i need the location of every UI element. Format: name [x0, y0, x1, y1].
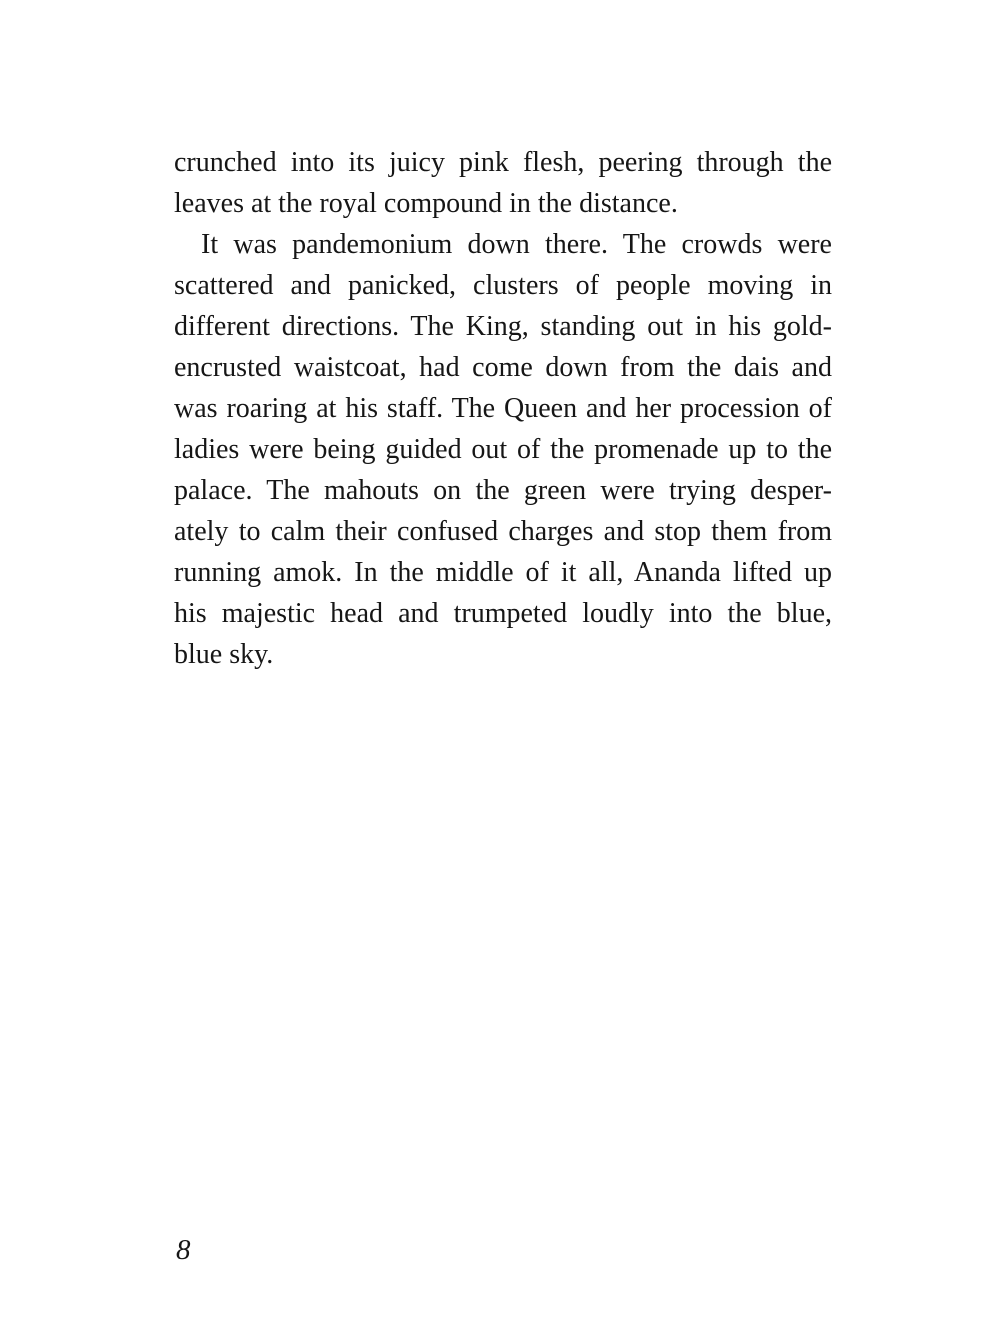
- text-line: crunched into its juicy pink flesh, peering through the: [174, 147, 832, 178]
- text-line: was roaring at his staff. The Queen and her procession of: [174, 393, 832, 424]
- page-number: 8: [176, 1234, 191, 1266]
- text-line: ladies were being guided out of the promenade up to the: [174, 434, 832, 465]
- text-line: leaves at the royal compound in the distance.: [174, 188, 678, 219]
- paragraph: [174, 224, 832, 675]
- paragraph: [174, 142, 832, 224]
- text-line: blue sky.: [174, 639, 274, 670]
- text-line: his majestic head and trumpeted loudly into the blue,: [174, 598, 832, 629]
- text-line: encrusted waistcoat, had come down from the dais and: [174, 352, 832, 383]
- text-line: palace. The mahouts on the green were trying desper-: [174, 475, 832, 506]
- text-line: running amok. In the middle of it all, Ananda lifted up: [174, 557, 832, 588]
- text-line: ately to calm their confused charges and stop them from: [174, 516, 832, 547]
- text-line: It was pandemonium down there. The crowds were: [201, 229, 832, 260]
- text-line: scattered and panicked, clusters of people moving in: [174, 270, 832, 301]
- page-text: [174, 142, 832, 675]
- text-line: different directions. The King, standing out in his gold-: [174, 311, 832, 342]
